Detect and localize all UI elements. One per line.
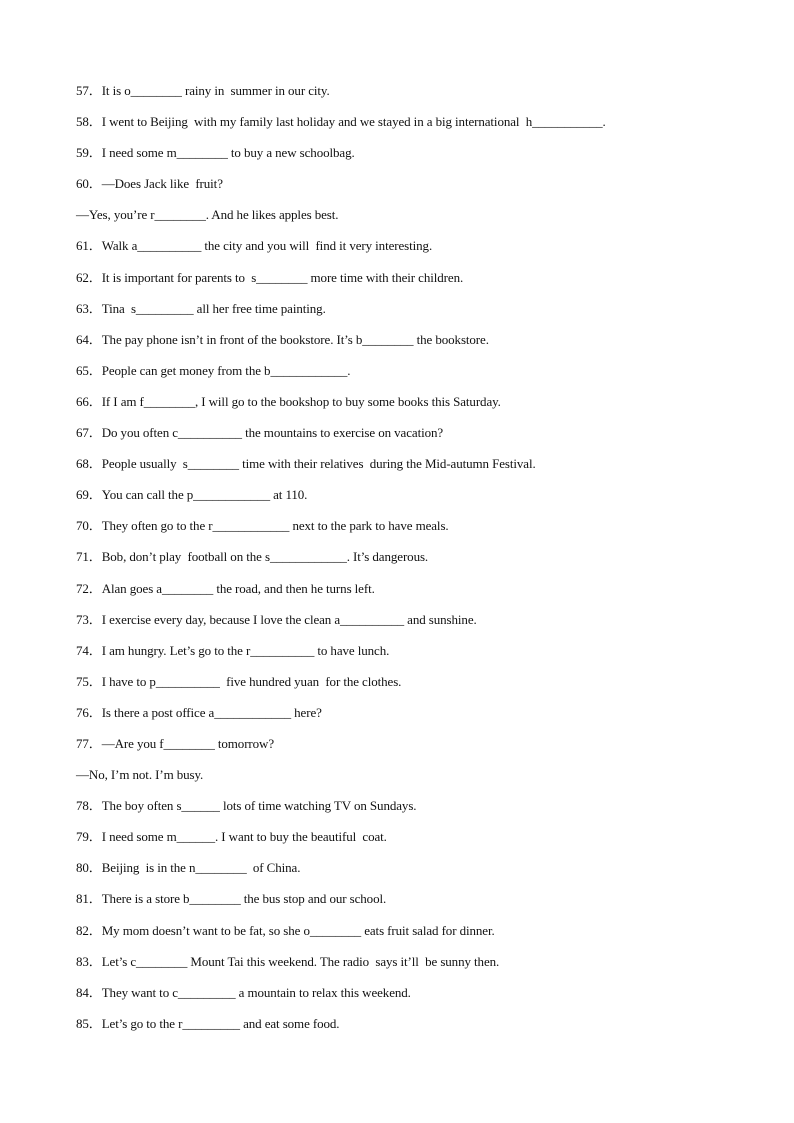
question-number: 60． (76, 176, 102, 192)
question-number: 81． (76, 891, 102, 907)
question-71 (76, 548, 756, 579)
question-number: 63． (76, 300, 102, 316)
question-text: —No, I’m not. I’m busy. (76, 767, 204, 783)
question-text: It is important for parents to s________ more time with their children. (101, 269, 464, 285)
question-number: 68． (76, 456, 102, 472)
question-text: People can get money from the b____________. (101, 362, 351, 378)
question-text: There is a store b________ the bus stop and our school. (101, 891, 387, 907)
question-text: The pay phone isn’t in front of the bookstore. It’s b________ the bookstore. (101, 331, 489, 347)
question-number: 84． (76, 984, 102, 1000)
question-81 (76, 890, 756, 921)
question-text: My mom doesn’t want to be fat, so she o________ eats fruit salad for dinner. (101, 922, 495, 938)
question-text: I have to p__________ five hundred yuan for the clothes. (101, 673, 402, 689)
question-text: People usually s________ time with their relatives during the Mid-autumn Festival. (101, 456, 536, 472)
question-text: I went to Beijing with my family last holiday and we stayed in a big international h___________. (101, 114, 606, 130)
question-73 (76, 611, 756, 642)
question-text: Bob, don’t play football on the s____________. It’s dangerous. (101, 549, 429, 565)
question-number: 85． (76, 1015, 102, 1031)
question-77-answer (76, 766, 756, 797)
question-text: —Does Jack like fruit? (101, 176, 223, 192)
question-text: It is o________ rainy in summer in our city. (101, 83, 330, 98)
question-text: They want to c_________ a mountain to relax this weekend. (101, 984, 411, 1000)
question-text: You can call the p____________ at 110. (101, 487, 308, 503)
question-number: 58． (76, 114, 102, 130)
question-number: 64． (76, 331, 102, 347)
question-text: If I am f________, I will go to the bookshop to buy some books this Saturday. (101, 393, 501, 409)
question-text: Tina s_________ all her free time painting. (101, 300, 326, 316)
question-77 (76, 735, 756, 766)
question-text: —Are you f________ tomorrow? (101, 735, 275, 751)
question-83 (76, 953, 756, 984)
question-number: 76． (76, 704, 102, 720)
question-number: 83． (76, 953, 102, 969)
question-number: 80． (76, 860, 102, 876)
question-number: 69． (76, 487, 102, 503)
question-text: I need some m______. I want to buy the beautiful coat. (101, 829, 387, 845)
question-number: 74． (76, 642, 102, 658)
question-text: Walk a__________ the city and you will find it very interesting. (101, 238, 433, 254)
question-number: 57． (76, 83, 102, 98)
question-68 (76, 455, 756, 486)
question-text: They often go to the r____________ next to the park to have meals. (101, 518, 449, 534)
question-66 (76, 393, 756, 424)
question-72 (76, 580, 756, 611)
question-number: 71． (76, 549, 102, 565)
question-text: Beijing is in the n________ of China. (101, 860, 301, 876)
question-57 (76, 82, 756, 113)
question-number: 77． (76, 735, 102, 751)
question-number: 65． (76, 362, 102, 378)
question-number: 75． (76, 673, 102, 689)
question-82 (76, 922, 756, 953)
question-85 (76, 1015, 756, 1046)
question-78 (76, 797, 756, 828)
question-text: —Yes, you’re r________. And he likes apples best. (76, 207, 339, 223)
question-59 (76, 144, 756, 175)
question-65 (76, 362, 756, 393)
question-58 (76, 113, 756, 144)
question-text: I exercise every day, because I love the clean a__________ and sunshine. (101, 611, 477, 627)
question-text: Let’s go to the r_________ and eat some food. (101, 1015, 340, 1031)
question-number: 66． (76, 393, 102, 409)
question-63 (76, 300, 756, 331)
question-text: Is there a post office a____________ here? (101, 704, 322, 720)
question-number: 59． (76, 145, 102, 161)
question-76 (76, 704, 756, 735)
question-text: Let’s c________ Mount Tai this weekend. The radio says it’ll be sunny then. (101, 953, 500, 969)
question-79 (76, 828, 756, 859)
question-number: 70． (76, 518, 102, 534)
question-69 (76, 486, 756, 517)
question-number: 73． (76, 611, 102, 627)
question-number: 61． (76, 238, 102, 254)
question-number: 79． (76, 829, 102, 845)
question-list (76, 82, 756, 1046)
question-number: 67． (76, 425, 102, 441)
question-75 (76, 673, 756, 704)
question-text: Alan goes a________ the road, and then he turns left. (101, 580, 375, 596)
question-text: I need some m________ to buy a new schoolbag. (101, 145, 355, 161)
question-67 (76, 424, 756, 455)
question-80 (76, 859, 756, 890)
question-60-answer (76, 206, 756, 237)
question-62 (76, 269, 756, 300)
question-84 (76, 984, 756, 1015)
question-number: 82． (76, 922, 102, 938)
question-text: I am hungry. Let’s go to the r__________ to have lunch. (101, 642, 390, 658)
question-text: Do you often c__________ the mountains to exercise on vacation? (101, 425, 444, 441)
question-text: The boy often s______ lots of time watching TV on Sundays. (101, 798, 417, 814)
question-61 (76, 237, 756, 268)
question-number: 62． (76, 269, 102, 285)
question-number: 78． (76, 798, 102, 814)
question-60 (76, 175, 756, 206)
question-70 (76, 517, 756, 548)
question-64 (76, 331, 756, 362)
question-number: 72． (76, 580, 102, 596)
question-74 (76, 642, 756, 673)
